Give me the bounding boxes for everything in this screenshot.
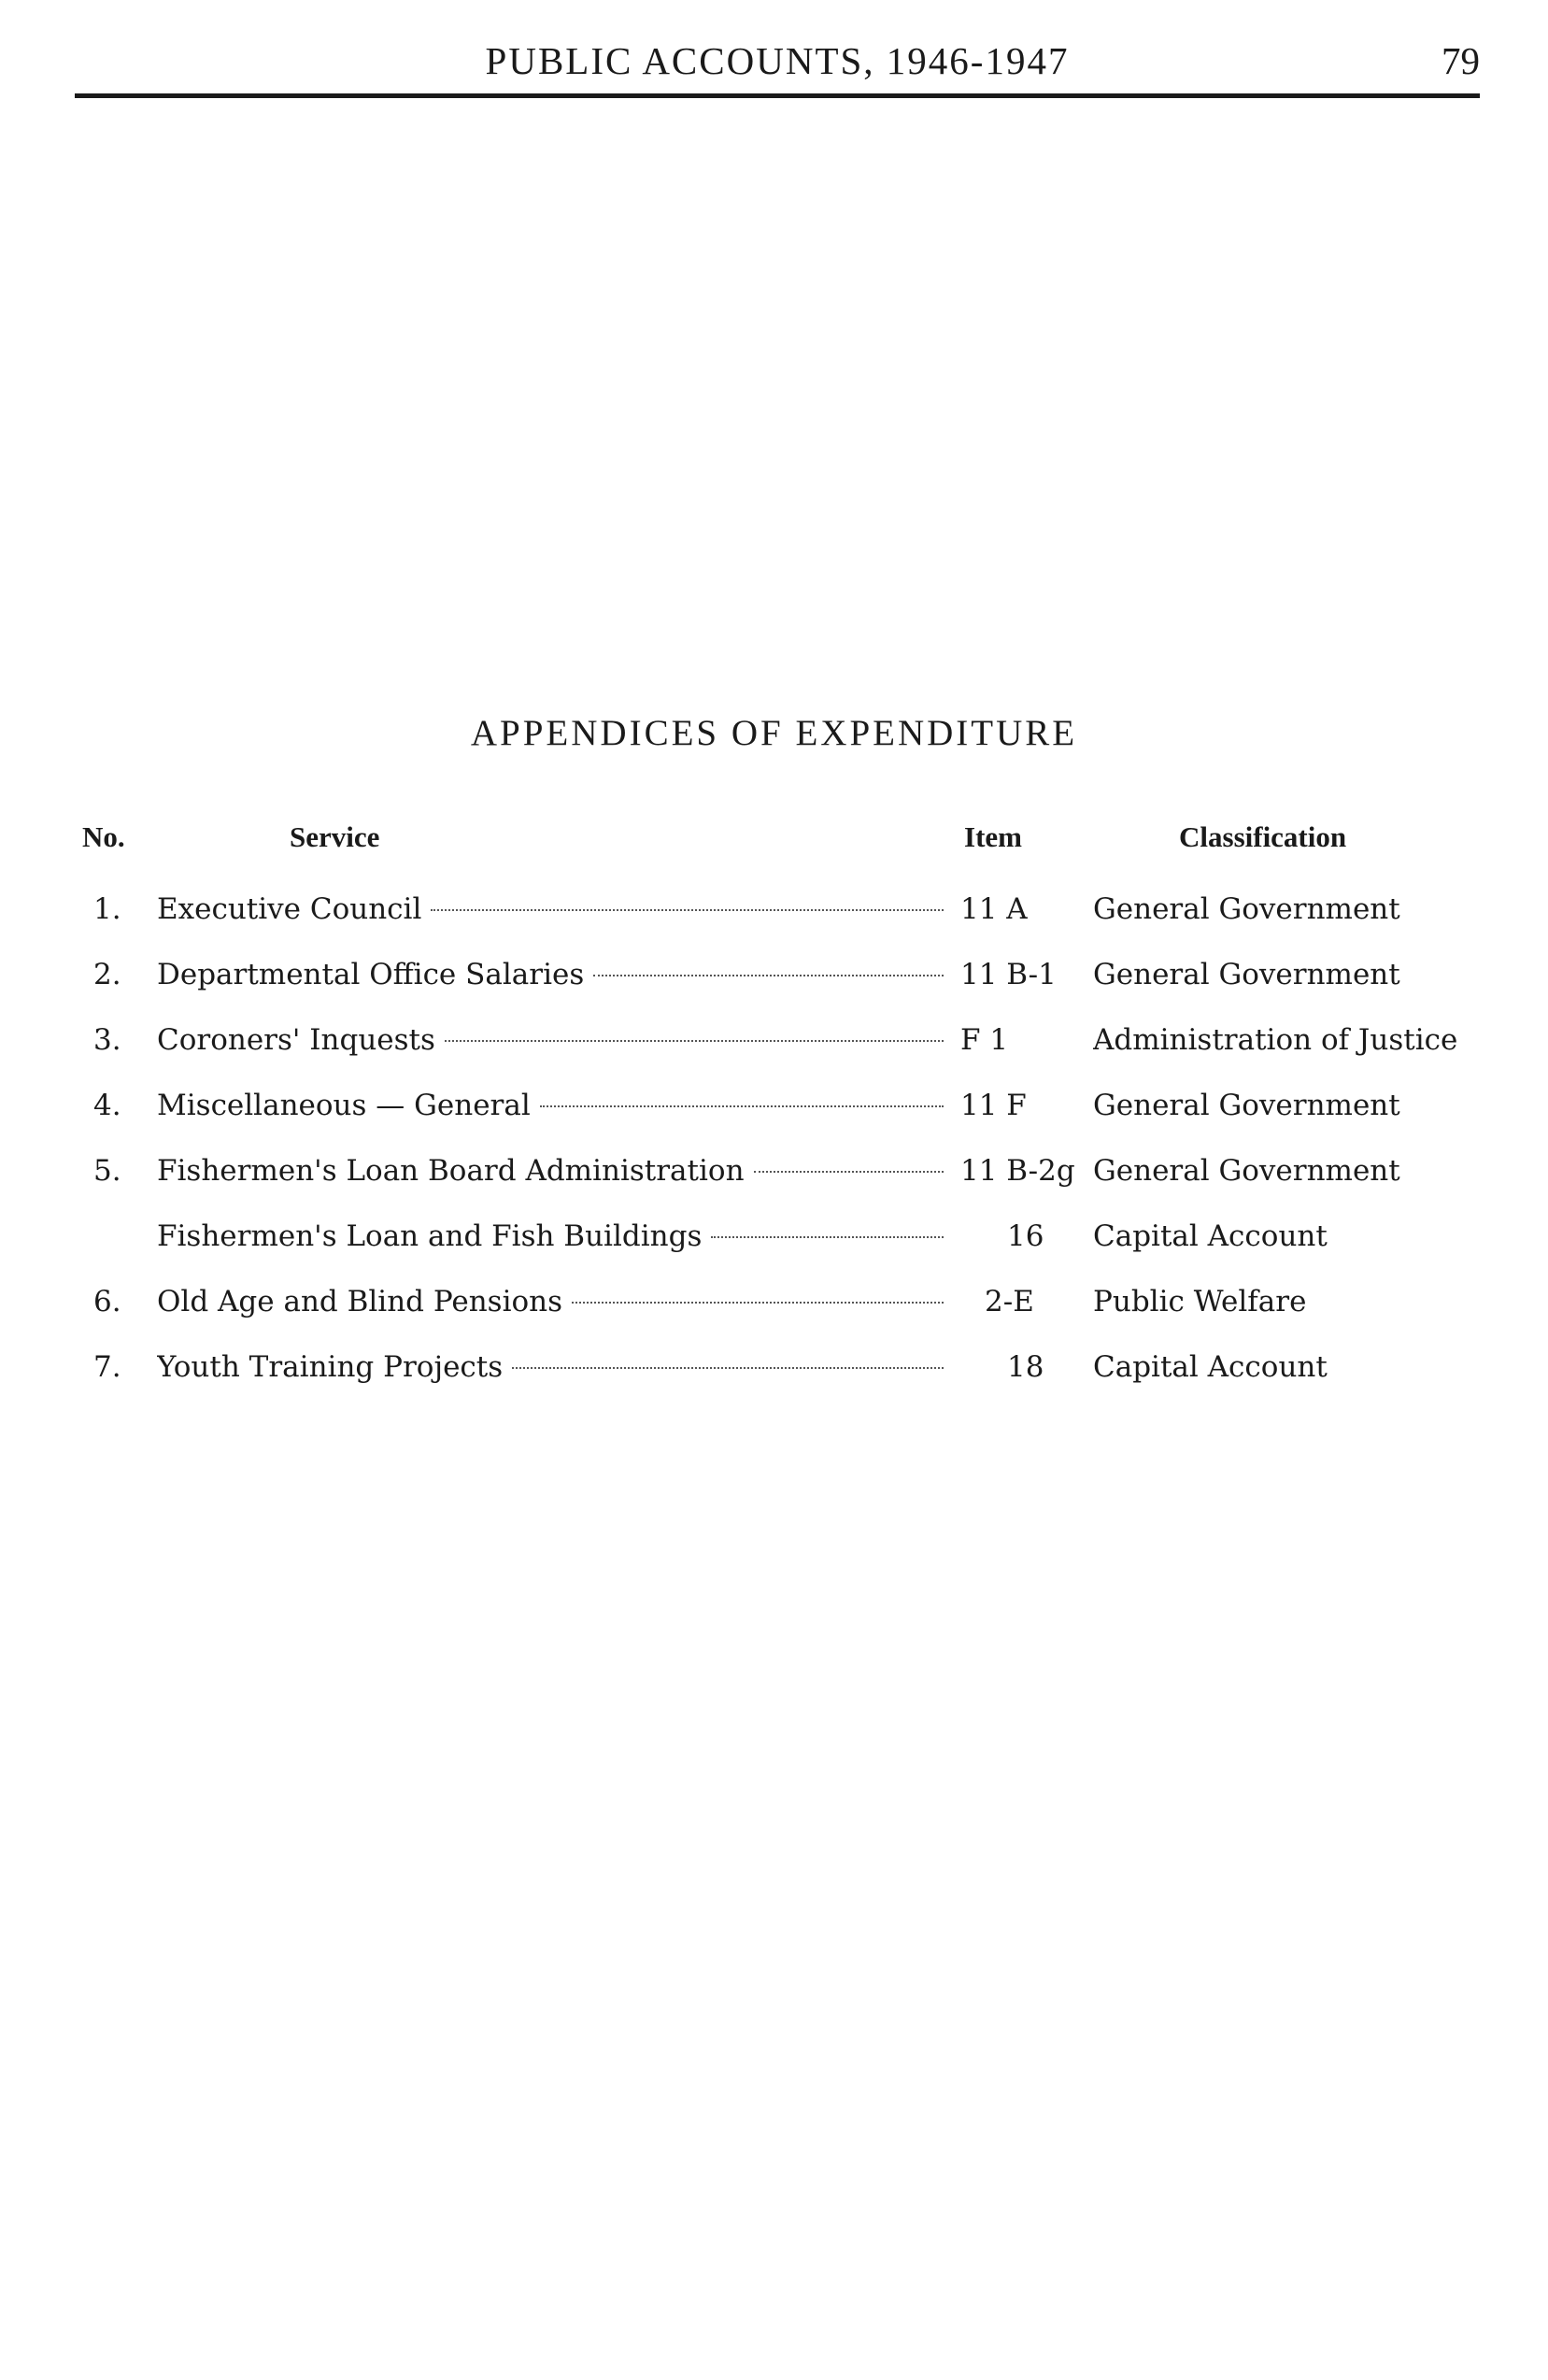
column-header-item: Item bbox=[964, 820, 1022, 853]
table-row bbox=[0, 1213, 1548, 1260]
service-name: Executive Council bbox=[157, 892, 422, 926]
column-header-no: No. bbox=[82, 820, 125, 853]
table-row bbox=[0, 1082, 1548, 1129]
item-code: 2-E bbox=[985, 1285, 1034, 1318]
table-row bbox=[0, 1017, 1548, 1063]
page-number: 79 bbox=[1441, 39, 1480, 82]
dot-leader bbox=[572, 1302, 944, 1304]
classification: General Government bbox=[1093, 892, 1400, 926]
section-title: APPENDICES OF EXPENDITURE bbox=[470, 713, 1078, 753]
item-code: 18 bbox=[1007, 1350, 1044, 1384]
dot-leader bbox=[711, 1236, 944, 1238]
service-name: Fishermen's Loan and Fish Buildings bbox=[157, 1219, 703, 1253]
dot-leader bbox=[540, 1105, 944, 1107]
service-cell bbox=[157, 1082, 944, 1129]
service-name: Fishermen's Loan Board Administration bbox=[157, 1154, 745, 1188]
table-row bbox=[0, 886, 1548, 933]
classification: General Government bbox=[1093, 1089, 1400, 1122]
dot-leader bbox=[754, 1171, 944, 1173]
service-cell bbox=[157, 886, 944, 933]
item-code: 16 bbox=[1007, 1219, 1044, 1253]
dot-leader bbox=[431, 909, 944, 911]
row-number: 4. bbox=[93, 1089, 121, 1122]
item-code: F 1 bbox=[960, 1023, 1009, 1057]
running-title: PUBLIC ACCOUNTS, 1946-1947 bbox=[485, 39, 1070, 82]
row-number: 5. bbox=[93, 1154, 121, 1188]
service-name: Coroners' Inquests bbox=[157, 1023, 435, 1057]
item-code: 11 B-1 bbox=[960, 958, 1057, 991]
item-code: 11 F bbox=[960, 1089, 1027, 1122]
service-name: Departmental Office Salaries bbox=[157, 958, 585, 991]
table-row bbox=[0, 1278, 1548, 1325]
dot-leader bbox=[512, 1367, 944, 1369]
row-number: 7. bbox=[93, 1350, 121, 1384]
row-number: 3. bbox=[93, 1023, 121, 1057]
table-row bbox=[0, 1147, 1548, 1194]
service-cell bbox=[157, 1344, 944, 1390]
column-header-service: Service bbox=[290, 820, 380, 853]
service-cell bbox=[157, 1213, 944, 1260]
service-name: Old Age and Blind Pensions bbox=[157, 1285, 563, 1318]
service-name: Miscellaneous — General bbox=[157, 1089, 531, 1122]
row-number: 1. bbox=[93, 892, 121, 926]
dot-leader bbox=[445, 1040, 944, 1042]
row-number: 6. bbox=[93, 1285, 121, 1318]
service-name: Youth Training Projects bbox=[157, 1350, 504, 1384]
service-cell bbox=[157, 1017, 944, 1063]
table-row bbox=[0, 1344, 1548, 1390]
dot-leader bbox=[593, 975, 944, 976]
classification: Capital Account bbox=[1093, 1350, 1328, 1384]
service-cell bbox=[157, 1278, 944, 1325]
row-number: 2. bbox=[93, 958, 121, 991]
column-header-classification: Classification bbox=[1179, 820, 1347, 853]
item-code: 11 B-2g bbox=[960, 1154, 1075, 1188]
service-cell bbox=[157, 1147, 944, 1194]
item-code: 11 A bbox=[960, 892, 1028, 926]
table-row bbox=[0, 951, 1548, 998]
service-cell bbox=[157, 951, 944, 998]
classification: Administration of Justice bbox=[1093, 1023, 1458, 1057]
classification: Public Welfare bbox=[1093, 1285, 1307, 1318]
classification: General Government bbox=[1093, 958, 1400, 991]
classification: General Government bbox=[1093, 1154, 1400, 1188]
running-head bbox=[75, 37, 1480, 93]
header-rule bbox=[75, 93, 1480, 98]
classification: Capital Account bbox=[1093, 1219, 1328, 1253]
